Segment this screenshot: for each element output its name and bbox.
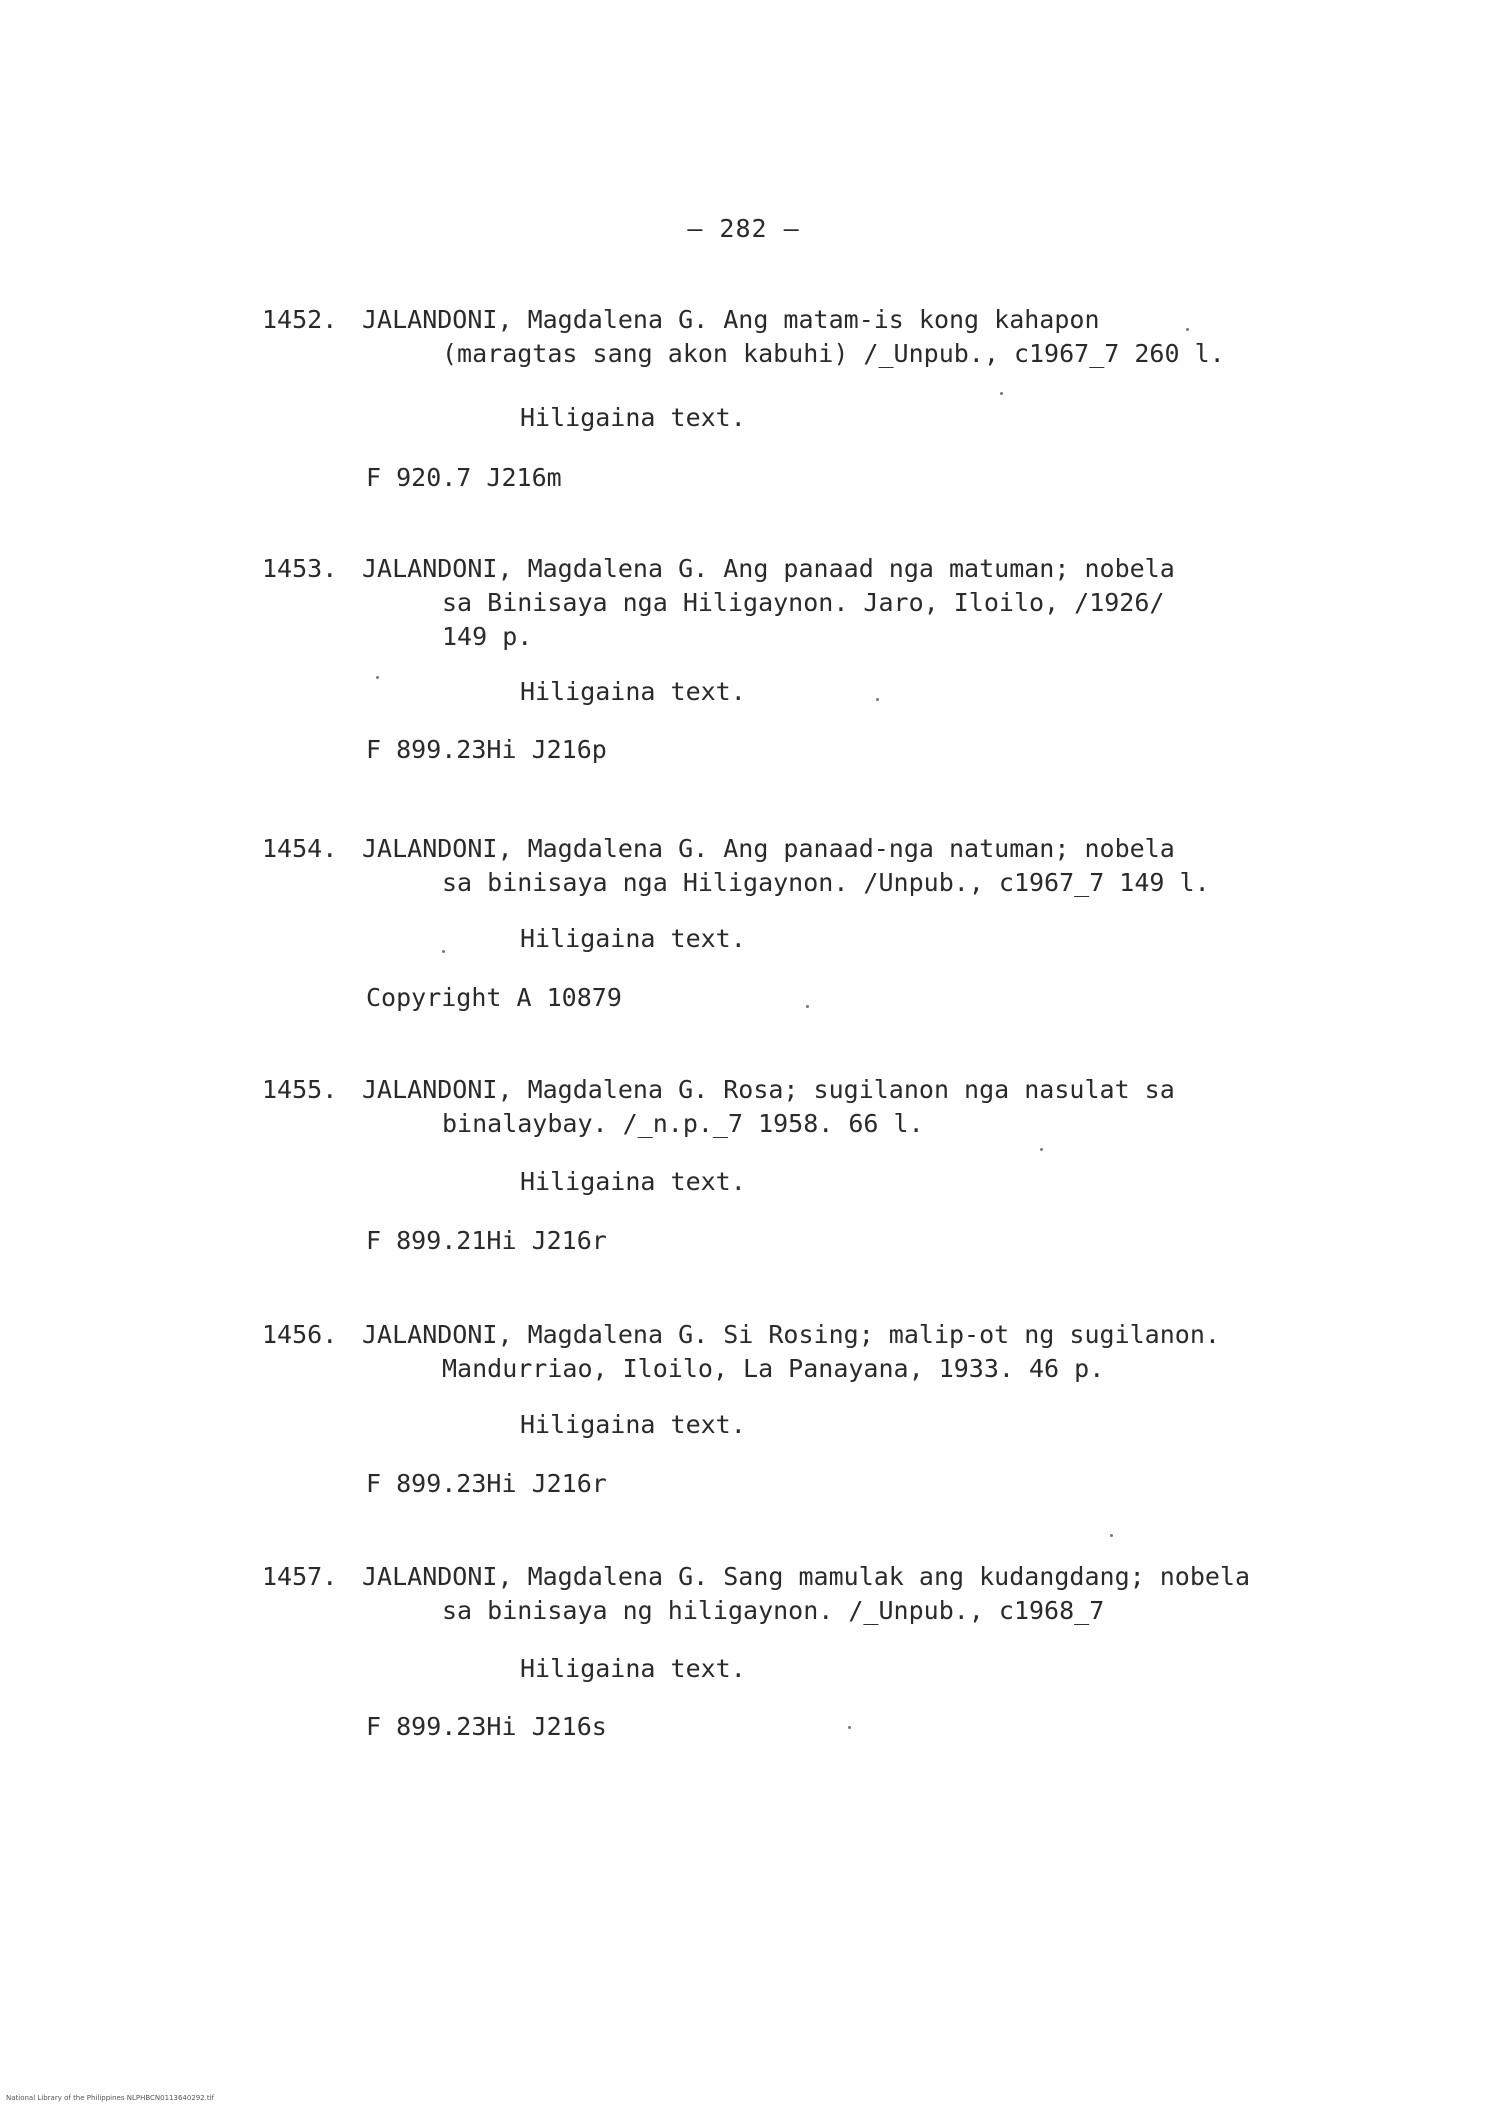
scan-speck [1000,392,1003,395]
citation-line: Mandurriao, Iloilo, La Panayana, 1933. 46 p. [442,1354,1105,1383]
entry-number: 1456. [262,1320,338,1349]
citation-line: sa binisaya nga Hiligaynon. /Unpub., c1967_7 149 l. [442,868,1210,897]
scan-speck [1040,1148,1043,1151]
citation-line: JALANDONI, Magdalena G. Ang matam-is kong kahapon [362,305,1100,334]
citation-line: JALANDONI, Magdalena G. Sang mamulak ang kudangdang; nobela [362,1562,1251,1591]
citation-line: JALANDONI, Magdalena G. Ang panaad nga matuman; nobela [362,554,1175,583]
citation-line: sa Binisaya nga Hiligaynon. Jaro, Iloilo, /1926/ [442,588,1165,617]
citation-line: JALANDONI, Magdalena G. Rosa; sugilanon nga nasulat sa [362,1075,1175,1104]
entry-note: Hiligaina text. [520,1654,746,1683]
entry-note: Hiligaina text. [520,1410,746,1439]
entry-number: 1455. [262,1075,338,1104]
entry-number: 1452. [262,305,338,334]
citation-line: binalaybay. /_n.p._7 1958. 66 l. [442,1109,924,1138]
citation-line: 149 p. [442,622,533,651]
entry-note: Hiligaina text. [520,403,746,432]
call-number: Copyright A 10879 [366,983,622,1012]
call-number: F 899.23Hi J216r [366,1469,607,1498]
scan-speck [848,1726,851,1729]
call-number: F 899.23Hi J216s [366,1712,607,1741]
page-number: – 282 – [687,214,800,243]
entry-note: Hiligaina text. [520,677,746,706]
scan-footer: National Library of the Philippines NLPHBCN0113640292.tif [6,2094,215,2102]
citation-line: (maragtas sang akon kabuhi) /_Unpub., c1967_7 260 l. [442,339,1225,368]
entry-note: Hiligaina text. [520,924,746,953]
scan-speck [1186,328,1189,331]
scan-speck [806,1005,809,1008]
entry-citation [362,1318,1272,1386]
scan-speck [876,698,879,701]
citation-line: sa binisaya ng hiligaynon. /_Unpub., c1968_7 [442,1596,1105,1625]
entry-citation [362,552,1272,654]
entry-citation [362,1073,1272,1141]
citation-line: JALANDONI, Magdalena G. Ang panaad-nga natuman; nobela [362,834,1175,863]
scan-speck [1110,1534,1113,1537]
entry-citation [362,303,1272,371]
scan-speck [376,676,379,679]
call-number: F 920.7 J216m [366,463,562,492]
entry-citation [362,1560,1272,1628]
citation-line: JALANDONI, Magdalena G. Si Rosing; malip-ot ng sugilanon. [362,1320,1220,1349]
call-number: F 899.21Hi J216r [366,1226,607,1255]
call-number: F 899.23Hi J216p [366,735,607,764]
entry-citation [362,832,1272,900]
entry-number: 1454. [262,834,338,863]
entry-number: 1457. [262,1562,338,1591]
entry-number: 1453. [262,554,338,583]
entry-note: Hiligaina text. [520,1167,746,1196]
scan-speck [442,950,445,953]
